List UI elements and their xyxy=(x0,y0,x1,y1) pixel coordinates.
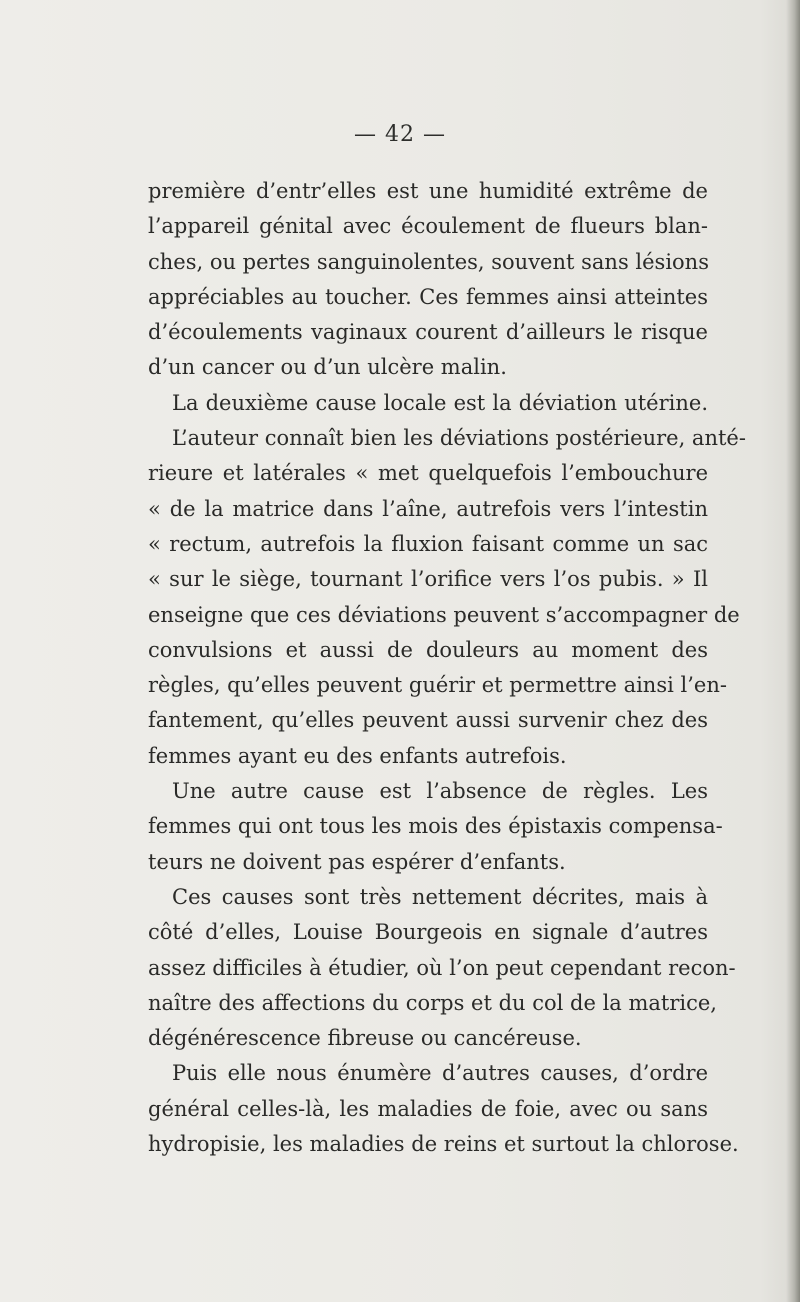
text-line: ches, ou pertes sanguinolentes, souvent sans lésions xyxy=(148,249,709,274)
text-line: assez difficiles à étudier, où l’on peut cependant recon- xyxy=(148,955,736,980)
text-line: première d’entr’elles est une humidité extrême de xyxy=(148,179,708,203)
text-line: naître des affections du corps et du col de la matrice, xyxy=(148,990,717,1015)
text-line: hydropisie, les maladies de reins et surtout la chlorose. xyxy=(148,1132,739,1157)
text-line: Une autre cause est l’absence de règles. Les xyxy=(172,779,708,804)
text-line: teurs ne doivent pas espérer d’enfants. xyxy=(148,849,566,874)
text-line: Ces causes sont très nettement décrites, mais à xyxy=(172,884,708,909)
text-line: fantement, qu’elles peuvent aussi survenir chez des xyxy=(148,708,708,733)
text-line: d’écoulements vaginaux courent d’ailleurs le risque xyxy=(148,320,708,345)
text-line: « sur le siège, tournant l’orifice vers l’os pubis. » Il xyxy=(148,567,708,592)
text-line: femmes qui ont tous les mois des épistaxis compensa- xyxy=(148,814,723,839)
text-line: enseigne que ces déviations peuvent s’accompagner de xyxy=(148,602,740,627)
text-line: dégénérescence fibreuse ou cancéreuse. xyxy=(148,1026,582,1051)
page-edge-shadow xyxy=(786,0,800,1302)
page-number: — 42 — xyxy=(354,122,446,147)
text-line: règles, qu’elles peuvent guérir et permettre ainsi l’en- xyxy=(148,673,727,698)
text-line: convulsions et aussi de douleurs au moment des xyxy=(148,637,708,662)
text-line: « rectum, autrefois la fluxion faisant comme un sac xyxy=(148,531,708,556)
text-line: l’appareil génital avec écoulement de flueurs blan- xyxy=(148,214,708,239)
text-line: L’auteur connaît bien les déviations postérieure, anté- xyxy=(172,426,746,451)
text-line: femmes ayant eu des enfants autrefois. xyxy=(148,743,567,768)
text-line: La deuxième cause locale est la déviation utérine. xyxy=(172,390,708,415)
text-line: « de la matrice dans l’aîne, autrefois vers l’intestin xyxy=(148,496,708,521)
text-line: côté d’elles, Louise Bourgeois en signale d’autres xyxy=(148,920,708,945)
text-line: d’un cancer ou d’un ulcère malin. xyxy=(148,355,507,380)
text-line: général celles-là, les maladies de foie, avec ou sans xyxy=(148,1096,708,1121)
text-line: appréciables au toucher. Ces femmes ainsi atteintes xyxy=(148,284,708,309)
text-line: Puis elle nous énumère d’autres causes, d’ordre xyxy=(172,1061,708,1086)
body-text xyxy=(148,174,746,1162)
text-line: rieure et latérales « met quelquefois l’embouchure xyxy=(148,461,708,486)
